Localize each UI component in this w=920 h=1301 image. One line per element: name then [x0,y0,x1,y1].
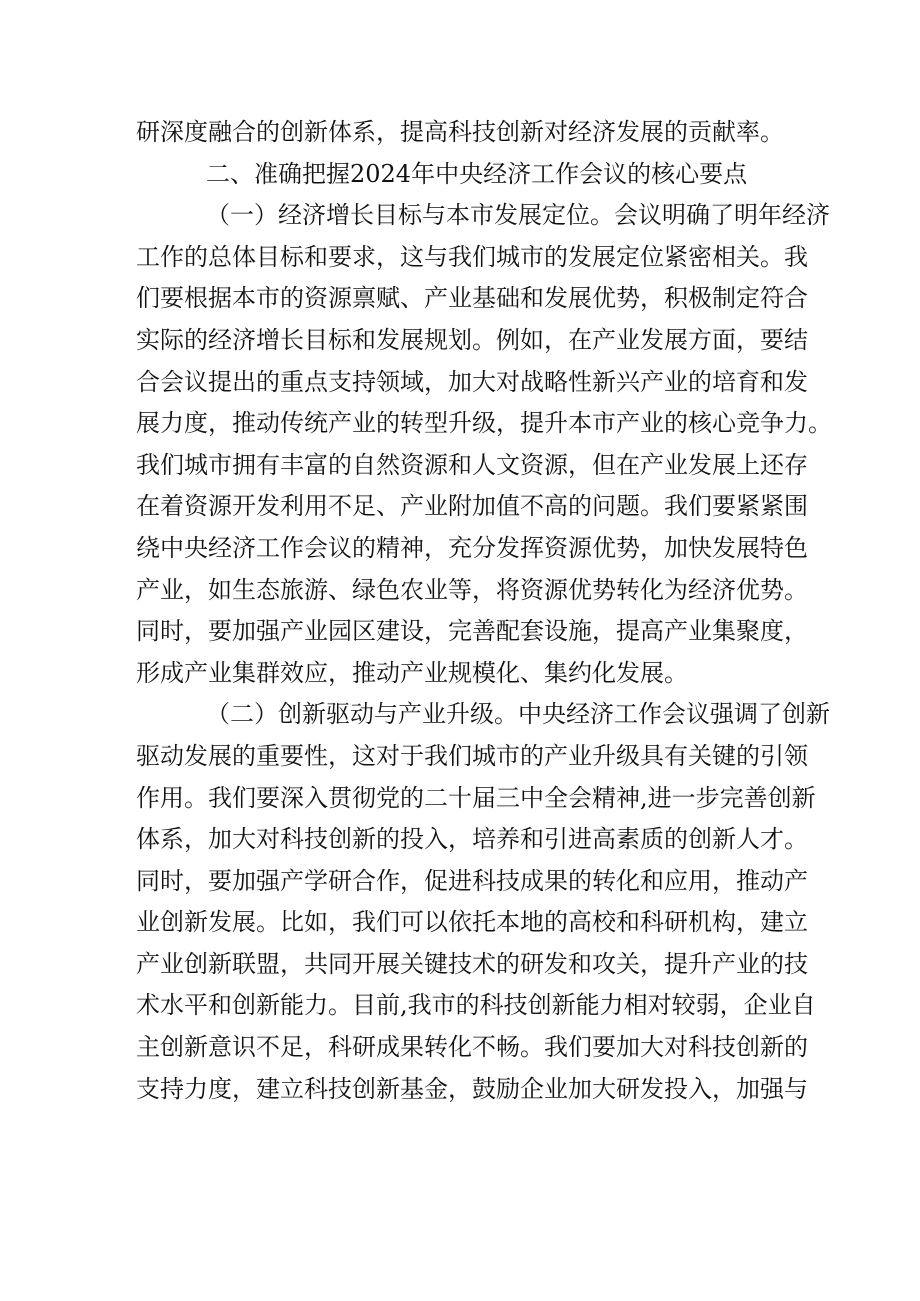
paragraph-continuation [136,112,796,154]
text-line: 我们城市拥有丰富的自然资源和人文资源，但在产业发展上还存 [136,450,808,479]
paragraph-innovation [136,694,830,1110]
text-line: 主创新意识不足，科研成果转化不畅。我们要加大对科技创新的 [136,1033,808,1062]
document-body [136,112,832,1110]
text-line: 展力度，推动传统产业的转型升级，提升本市产业的核心竞争力。 [136,409,832,438]
text-line: 工作的总体目标和要求，这与我们城市的发展定位紧密相关。我 [136,242,808,271]
text-line: 同时，要加强产业园区建设，完善配套设施，提高产业集聚度， [136,617,808,646]
text-line: 同时，要加强产学研合作，促进科技成果的转化和应用，推动产 [136,866,808,895]
text-line: 们要根据本市的资源禀赋、产业基础和发展优势，积极制定符合 [136,284,808,313]
paragraph-economic-growth [136,195,832,694]
heading-text: 二、准确把握2024年中央经济工作会议的核心要点 [206,159,748,188]
text-line: 作用。我们要深入贯彻党的二十届三中全会精神,进一步完善创新 [136,783,816,812]
text-line: 合会议提出的重点支持领域，加大对战略性新兴产业的培育和发 [136,367,808,396]
text-line: 体系，加大对科技创新的投入，培养和引进高素质的创新人才。 [136,825,808,854]
text-line: （二）创新驱动与产业升级。中央经济工作会议强调了创新 [206,700,830,729]
text-line: 绕中央经济工作会议的精神，充分发挥资源优势，加快发展特色 [136,533,808,562]
text-line: 实际的经济增长目标和发展规划。例如，在产业发展方面，要结 [136,325,808,354]
text-line: 支持力度，建立科技创新基金，鼓励企业加大研发投入，加强与 [136,1074,808,1103]
text-line: 形成产业集群效应，推动产业规模化、集约化发展。 [136,658,688,687]
text-line: （一）经济增长目标与本市发展定位。会议明确了明年经济 [206,201,830,230]
text-line: 驱动发展的重要性，这对于我们城市的产业升级具有关键的引领 [136,741,808,770]
section-heading [136,154,796,196]
text-line: 研深度融合的创新体系，提高科技创新对经济发展的贡献率。 [136,118,784,146]
text-line: 在着资源开发利用不足、产业附加值不高的问题。我们要紧紧围 [136,492,808,521]
text-line: 业创新发展。比如，我们可以依托本地的高校和科研机构，建立 [136,908,808,937]
text-line: 产业创新联盟，共同开展关键技术的研发和攻关，提升产业的技 [136,949,808,978]
text-line: 产业，如生态旅游、绿色农业等，将资源优势转化为经济优势。 [136,575,808,604]
text-line: 术水平和创新能力。目前,我市的科技创新能力相对较弱，企业自 [136,991,816,1020]
